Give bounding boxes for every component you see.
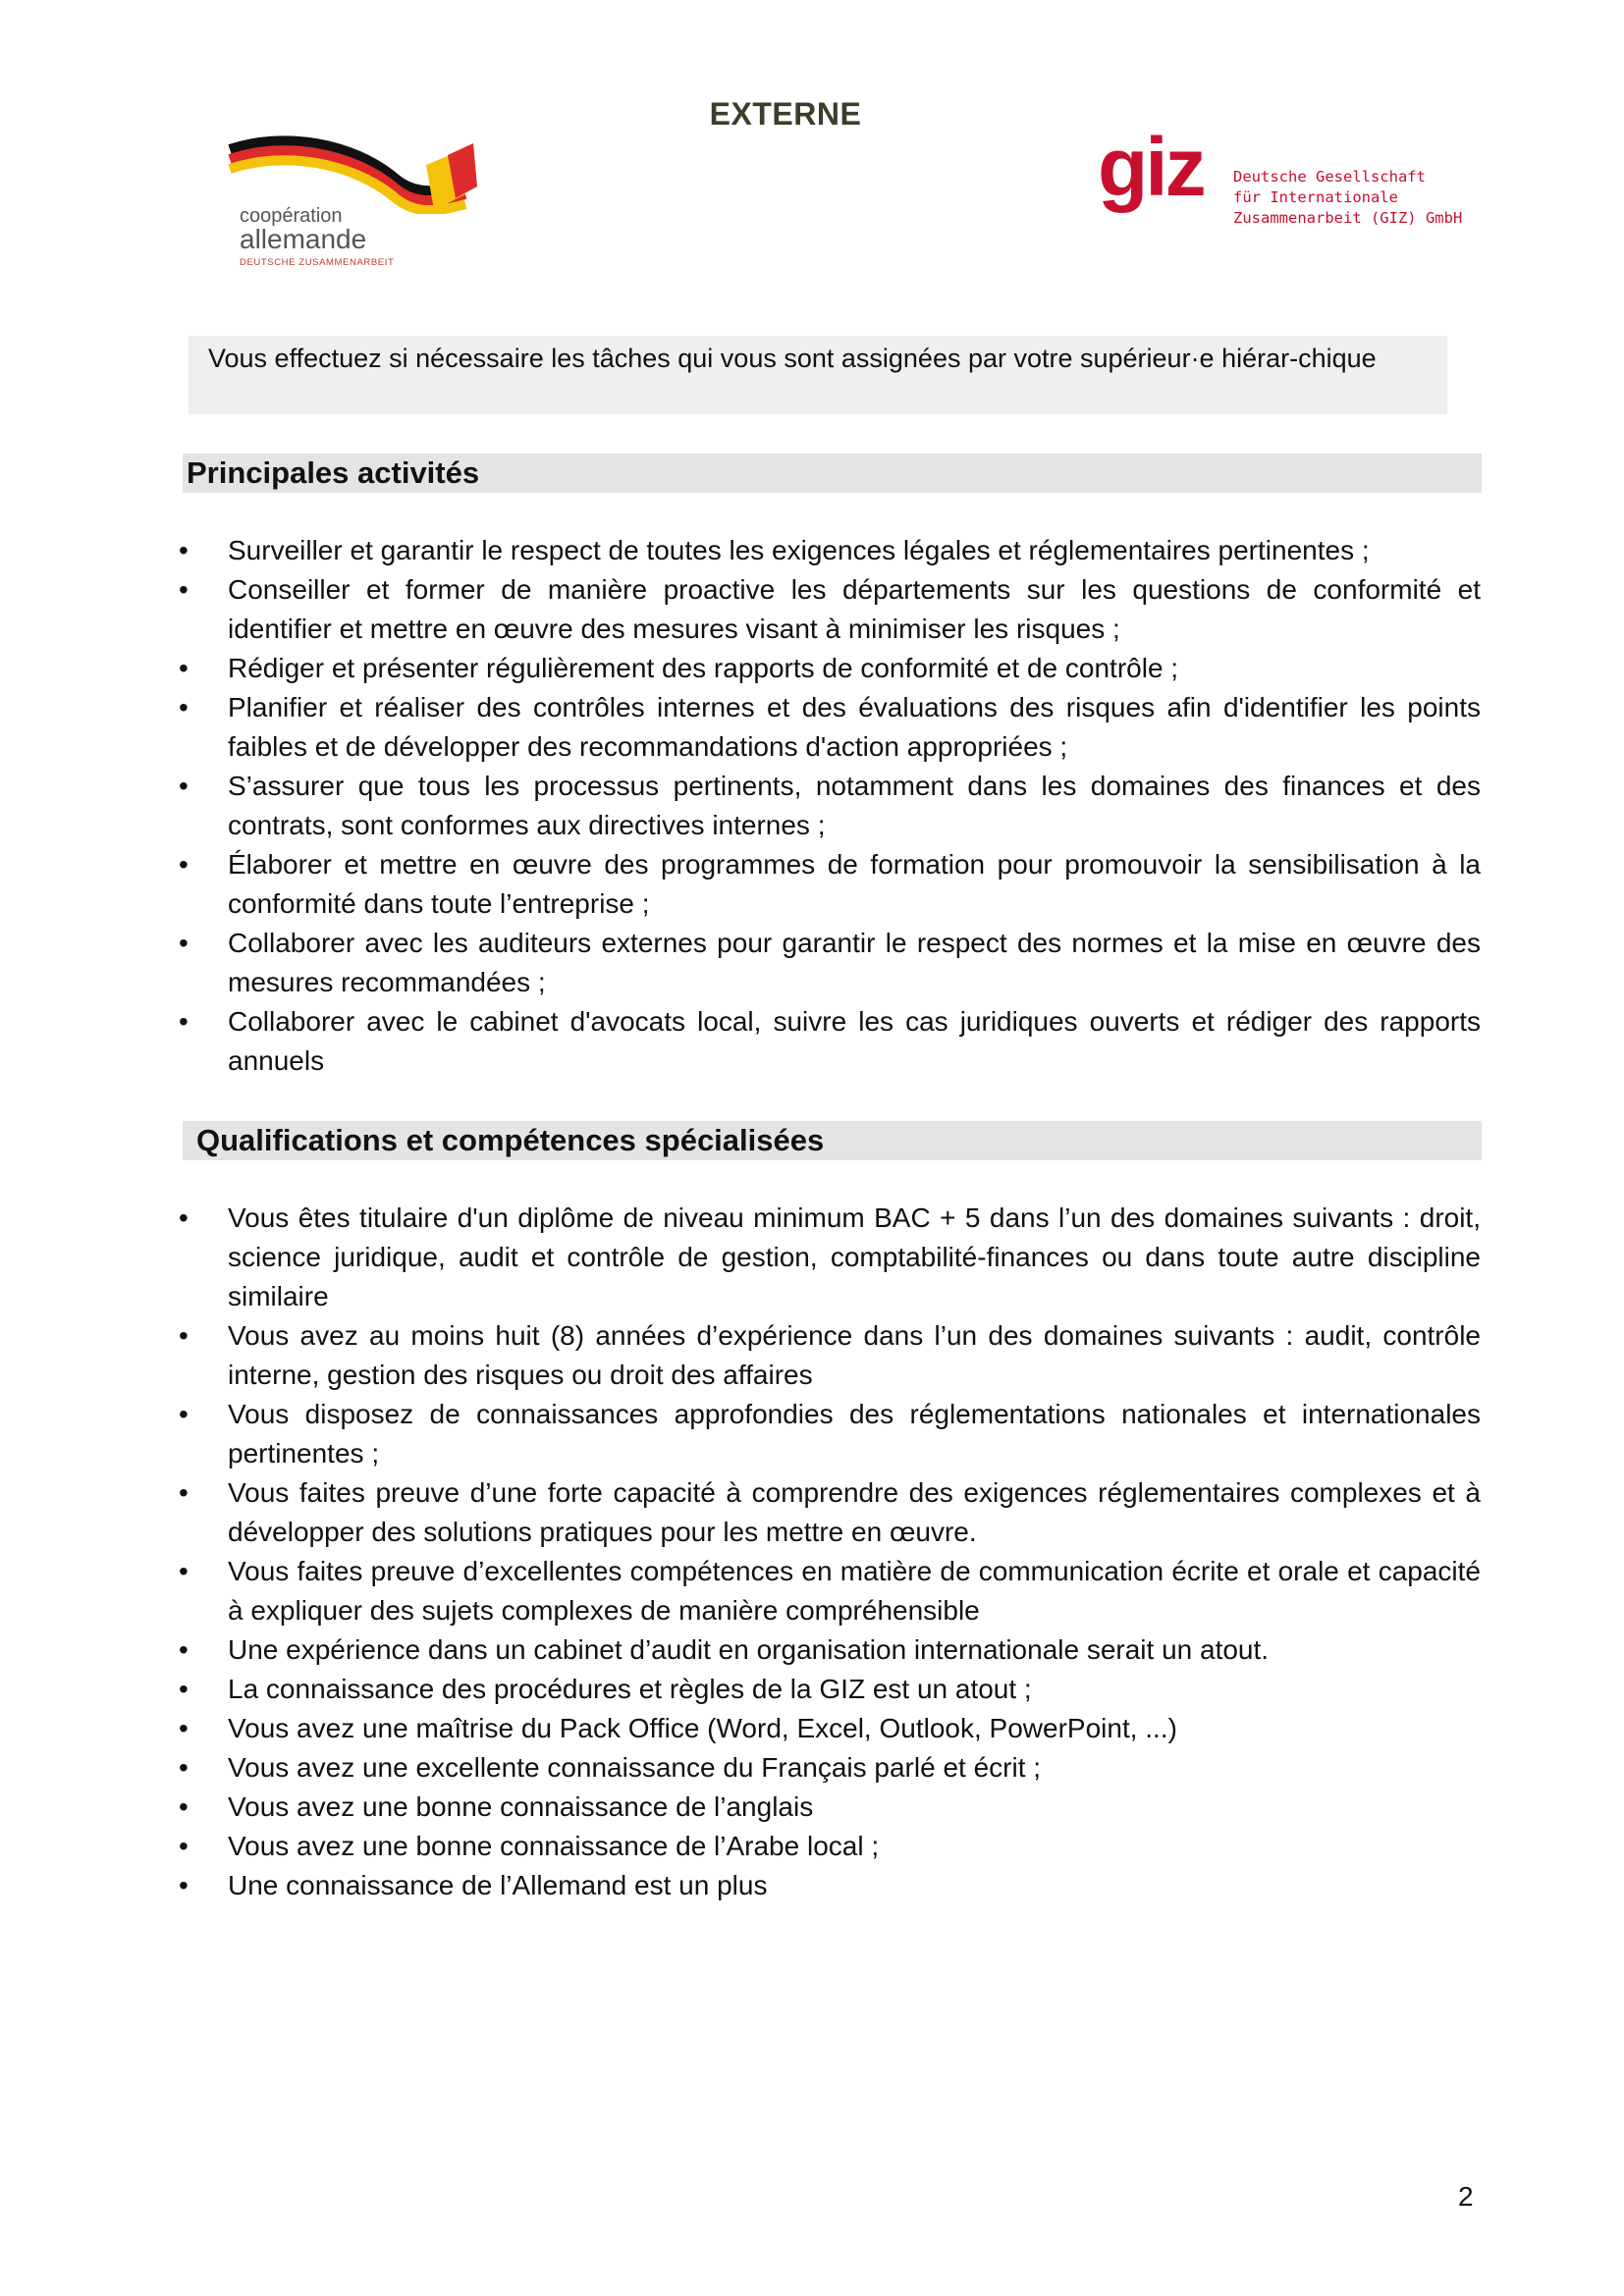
list-item: • Une expérience dans un cabinet d’audit en organisation internationale serait un atout.	[228, 1630, 1481, 1670]
list-item: • Vous avez une bonne connaissance de l’Arabe local ;	[228, 1827, 1481, 1866]
list-item: • Une connaissance de l’Allemand est un plus	[228, 1866, 1481, 1905]
giz-name-line1: Deutsche Gesellschaft	[1233, 168, 1426, 186]
intro-note-box	[189, 336, 1447, 414]
activities-list	[228, 531, 1481, 1081]
giz-name-block	[1233, 167, 1462, 229]
list-item: • Vous faites preuve d’une forte capacité à comprendre des exigences réglementaires complexes et à développer des solutions pratiques pour les mettre en œuvre.	[228, 1473, 1481, 1552]
list-item: • Vous faites preuve d’excellentes compétences en matière de communication écrite et orale et capacité à expliquer des sujets complexes de manière compréhensible	[228, 1552, 1481, 1630]
giz-logo	[1098, 121, 1490, 253]
list-item: • Élaborer et mettre en œuvre des programmes de formation pour promouvoir la sensibilisation à la conformité dans toute l’entreprise ;	[228, 845, 1481, 924]
giz-name-line2: für Internationale	[1233, 188, 1398, 206]
list-item: • Conseiller et former de manière proactive les départements sur les questions de conformité et identifier et mettre en œuvre des mesures visant à minimiser les risques ;	[228, 570, 1481, 649]
list-item: • Vous êtes titulaire d'un diplôme de niveau minimum BAC + 5 dans l’un des domaines suivants : droit, science juridique, audit et contrôle de gestion, comptabilité-finances ou dans toute autre discipline similaire	[228, 1199, 1481, 1316]
list-item: • Collaborer avec les auditeurs externes pour garantir le respect des normes et la mise en œuvre des mesures recommandées ;	[228, 924, 1481, 1002]
flag-ribbon-icon	[224, 135, 479, 214]
list-item: • S’assurer que tous les processus pertinents, notamment dans les domaines des finances et des contrats, sont conformes aux directives internes ;	[228, 767, 1481, 845]
list-item: • Vous avez une maîtrise du Pack Office (Word, Excel, Outlook, PowerPoint, ...)	[228, 1709, 1481, 1748]
list-item: • Surveiller et garantir le respect de toutes les exigences légales et réglementaires pertinentes ;	[228, 531, 1481, 570]
logo-text-line2: allemande	[240, 224, 367, 254]
cooperation-allemande-logo	[224, 135, 479, 273]
list-item: • Vous avez au moins huit (8) années d’expérience dans l’un des domaines suivants : audit, contrôle interne, gestion des risques ou droit des affaires	[228, 1316, 1481, 1395]
list-item: • Collaborer avec le cabinet d'avocats local, suivre les cas juridiques ouverts et rédiger des rapports annuels	[228, 1002, 1481, 1081]
logo-text-line1: coopération	[240, 205, 343, 227]
intro-note-text: Vous effectuez si nécessaire les tâches qui vous sont assignées par votre supérieur·e hiérar-chique	[208, 344, 1377, 373]
list-item: • Vous disposez de connaissances approfondies des réglementations nationales et internationales pertinentes ;	[228, 1395, 1481, 1473]
list-item: • Rédiger et présenter régulièrement des rapports de conformité et de contrôle ;	[228, 649, 1481, 688]
logo-text-line3: DEUTSCHE ZUSAMMENARBEIT	[240, 257, 395, 268]
section-heading-activities: Principales activités	[183, 454, 1482, 493]
list-item: • La connaissance des procédures et règles de la GIZ est un atout ;	[228, 1670, 1481, 1709]
qualifications-list	[228, 1199, 1481, 1905]
list-item: • Planifier et réaliser des contrôles internes et des évaluations des risques afin d'identifier les points faibles et de développer des recommandations d'action appropriées ;	[228, 688, 1481, 767]
giz-wordmark: giz	[1098, 121, 1204, 213]
list-item: • Vous avez une bonne connaissance de l’anglais	[228, 1788, 1481, 1827]
page-number: 2	[1458, 2181, 1474, 2212]
giz-name-line3: Zusammenarbeit (GIZ) GmbH	[1233, 209, 1463, 227]
classification-label: EXTERNE	[709, 96, 862, 132]
section-heading-qualifications: Qualifications et compétences spécialisées	[183, 1121, 1482, 1160]
list-item: • Vous avez une excellente connaissance du Français parlé et écrit ;	[228, 1748, 1481, 1788]
